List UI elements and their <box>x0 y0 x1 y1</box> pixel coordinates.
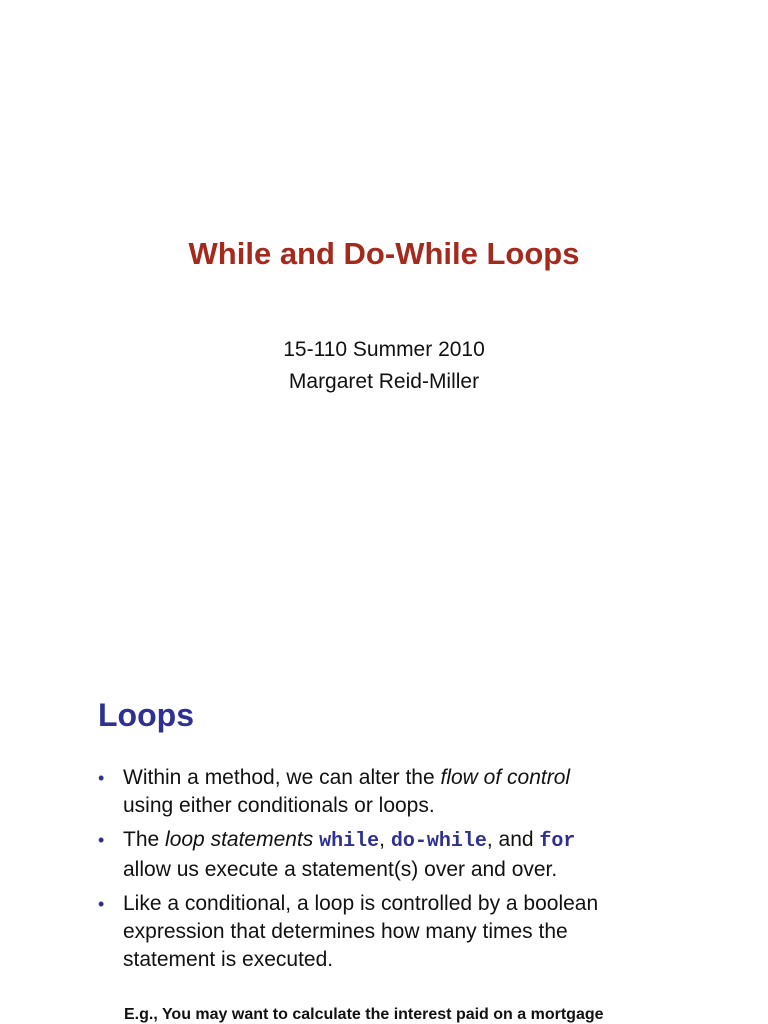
bullet-text: , and <box>486 828 540 851</box>
bullet-text: allow us execute a statement(s) over and over. <box>123 858 558 881</box>
author-name: Margaret Reid-Miller <box>288 370 480 393</box>
code-keyword: while <box>319 830 380 853</box>
bullet-text: Within a method, we can alter the <box>123 766 441 789</box>
bullet-text: using either conditionals or loops. <box>123 794 435 817</box>
bullet-icon: • <box>98 768 105 788</box>
loops-slide <box>0 640 768 1024</box>
bullet-text: Like a conditional, a loop is controlled by a boolean <box>123 892 599 915</box>
bullet-text: The <box>123 828 166 851</box>
bullet-item <box>98 764 738 820</box>
bullet-list <box>98 764 738 980</box>
slide-title: Loops <box>98 697 194 733</box>
code-keyword: for <box>539 830 576 853</box>
bullet-icon: • <box>98 894 105 914</box>
bullet-emphasis: loop statements <box>165 828 314 851</box>
bullet-item <box>98 890 738 974</box>
bullet-text: statement is executed. <box>123 948 334 971</box>
bullet-text: , <box>379 828 391 851</box>
example-text: E.g., You may want to calculate the interest paid on a mortgage <box>124 1006 604 1023</box>
slide-title: While and Do-While Loops <box>188 236 580 271</box>
code-keyword: do-while <box>390 830 487 853</box>
bullet-icon: • <box>98 830 105 850</box>
bullet-emphasis: flow of control <box>440 766 571 789</box>
bullet-text: expression that determines how many times the <box>123 920 568 943</box>
course-label: 15-110 Summer 2010 <box>283 338 485 361</box>
bullet-item <box>98 826 738 884</box>
